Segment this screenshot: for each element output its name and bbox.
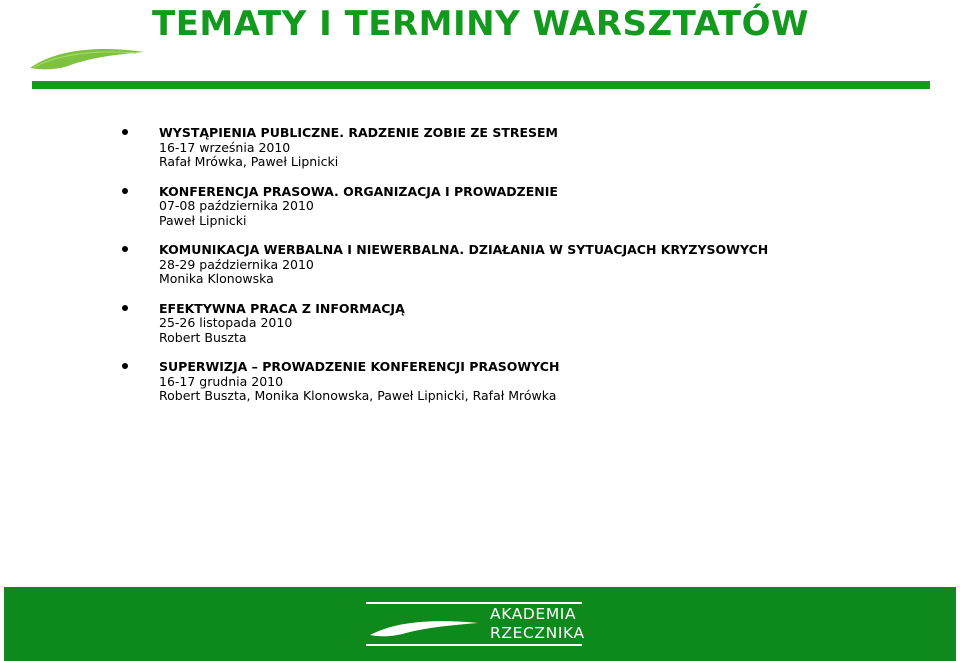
workshop-topic: KONFERENCJA PRASOWA. ORGANIZACJA I PROWADZENIE (159, 183, 558, 199)
workshop-date: 16-17 września 2010 (159, 139, 291, 155)
list-item (120, 126, 768, 170)
logo-line-2: RZECZNIKA (490, 624, 585, 642)
workshop-speakers: Robert Buszta (159, 329, 247, 345)
workshop-topic: KOMUNIKACJA WERBALNA I NIEWERBALNA. DZIAŁANIA W SYTUACJACH KRYZYSOWYCH (159, 242, 769, 257)
bullet-dot-icon (122, 129, 128, 135)
akademia-rzecznika-logo (490, 605, 585, 643)
workshop-list (120, 126, 768, 419)
bullet-dot-icon (122, 246, 128, 252)
workshop-speakers: Robert Buszta, Monika Klonowska, Paweł Lipnicki, Rafał Mrówka (159, 388, 557, 403)
list-item (120, 302, 768, 346)
list-item (120, 243, 768, 287)
workshop-date: 07-08 października 2010 (159, 198, 314, 213)
green-leaf-swoosh-icon (28, 44, 148, 74)
bullet-dot-icon (122, 363, 128, 369)
page-title: TEMATY I TERMINY WARSZTATÓW (152, 4, 809, 44)
bullet-dot-icon (122, 305, 128, 311)
workshop-topic: WYSTĄPIENIA PUBLICZNE. RADZENIE ZOBIE ZE STRESEM (159, 125, 558, 140)
logo-line-1: AKADEMIA (490, 605, 577, 623)
list-item (120, 185, 768, 229)
list-item (120, 360, 768, 404)
workshop-topic: SUPERWIZJA – PROWADZENIE KONFERENCJI PRASOWYCH (159, 359, 560, 374)
white-leaf-swoosh-icon (368, 617, 480, 639)
workshop-date: 25-26 listopada 2010 (159, 315, 293, 330)
footer-divider-bottom (366, 644, 582, 646)
footer-divider-top (366, 602, 582, 604)
workshop-speakers: Rafał Mrówka, Paweł Lipnicki (159, 154, 339, 169)
workshop-topic: EFEKTYWNA PRACA Z INFORMACJĄ (159, 300, 405, 316)
workshop-speakers: Monika Klonowska (159, 271, 274, 286)
bullet-dot-icon (122, 188, 128, 194)
footer-band (4, 587, 956, 661)
workshop-date: 28-29 października 2010 (159, 256, 314, 272)
header-divider-bar (32, 81, 930, 89)
workshop-date: 16-17 grudnia 2010 (159, 373, 284, 389)
workshop-speakers: Paweł Lipnicki (159, 212, 247, 228)
